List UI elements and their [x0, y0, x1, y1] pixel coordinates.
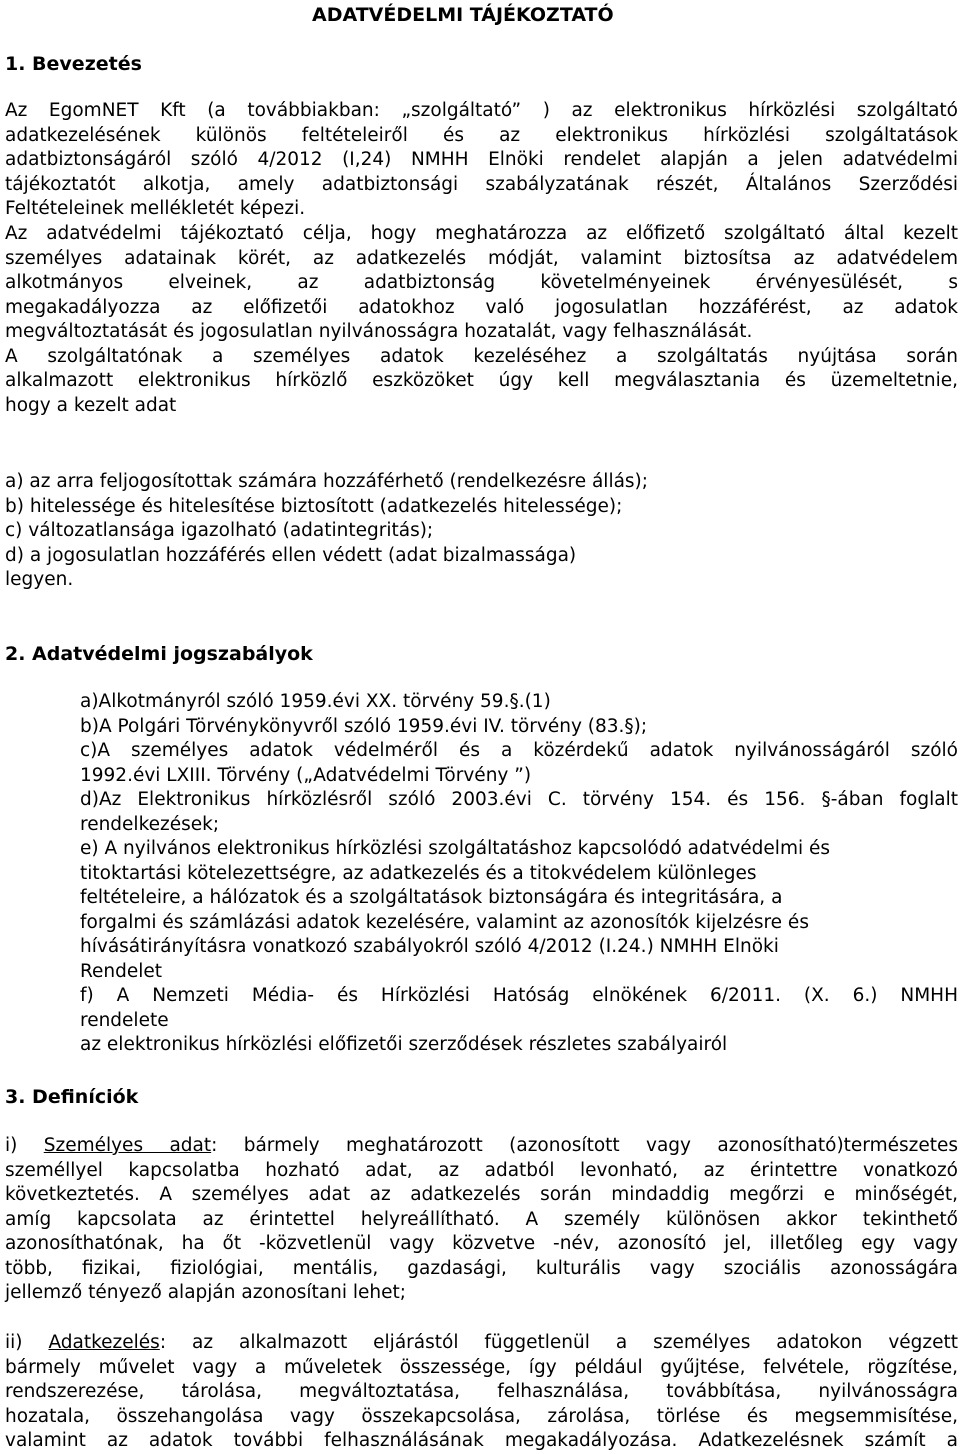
text-line: Feltételeinek mellékletét képezi.: [5, 198, 306, 219]
list-item: b) hitelessége és hitelesítése biztosított (adatkezelés hitelessége);: [5, 495, 623, 517]
list-item: rendelkezések;: [80, 813, 220, 835]
list-item: b)A Polgári Törvénykönyvről szóló 1959.évi IV. törvény (83.§);: [80, 715, 648, 737]
definition-personal-data: [5, 1134, 958, 1306]
text-line: több, fizikai, fiziológiai, mentális, gazdasági, kulturális vagy szociális azonosságára: [5, 1257, 958, 1279]
text-line: adatbiztonságáról szóló 4/2012 (I,24) NMHH Elnöki rendelet alapján a jelen adatvédelmi: [5, 149, 958, 170]
definition-prefix: i): [5, 1135, 44, 1156]
definition-term: Személyes adat: [43, 1135, 212, 1156]
legislation-list: [80, 690, 958, 1058]
text-line: hozatala, összehangolása vagy összekapcsolása, zárolása, törlése és megsemmisítése,: [5, 1405, 958, 1427]
text-line: alkalmazott elektronikus hírközlő eszközöket úgy kell megválasztania és üzemeltetnie,: [5, 370, 958, 391]
text-line: Az EgomNET Kft (a továbbiakban: „szolgáltató” ) az elektronikus hírközlési szolgáltató: [5, 100, 958, 121]
list-item: hívásátirányításra vonatkozó szabályokról szóló 4/2012 (I.24.) NMHH Elnöki: [80, 936, 779, 957]
text-line: alkotmányos elveinek, az adatbiztonság követelményeinek érvényesülését, s: [5, 272, 958, 293]
text-line: jellemző tényező alapján azonosítani lehet;: [5, 1282, 406, 1303]
list-item: az elektronikus hírközlési előfizetői szerződések részletes szabályairól: [80, 1034, 728, 1055]
requirements-list: [5, 470, 958, 593]
definition-data-processing: [5, 1331, 958, 1454]
text-line: azonosíthatónak, ha őt -közvetlenül vagy közvetve -név, azonosító jel, illetőleg egy vagy: [5, 1233, 958, 1254]
list-item: d)Az Elektronikus hírközlésről szóló 2003.évi C. törvény 154. és 156. §-ában foglalt: [80, 789, 958, 810]
definition-prefix: ii): [5, 1332, 49, 1353]
text-line: legyen.: [5, 569, 74, 590]
text-line: rendszerezése, tárolása, megváltoztatása, felhasználása, továbbítása, nyilvánosságra: [5, 1381, 958, 1402]
text-line: adatkezelésének különös feltételeiről és az elektronikus hírközlési szolgáltatások: [5, 124, 958, 146]
text-line: megváltoztatását és jogosulatlan nyilvánosságra hozatalát, vagy felhasználását.: [5, 321, 753, 342]
list-item: c)A személyes adatok védelméről és a közérdekű adatok nyilvánosságáról szóló: [80, 740, 958, 761]
text-line: amíg kapcsolata az érintettel helyreállítható. A személy különösen akkor tekinthető: [5, 1208, 958, 1230]
text-line: tájékoztatót alkotja, amely adatbiztonsági szabályzatának részét, Általános Szerződési: [5, 173, 958, 195]
section-heading-bevezetes: 1. Bevezetés: [5, 53, 142, 75]
list-item: c) változatlansága igazolható (adatintegritás);: [5, 520, 434, 541]
list-item: rendelete: [80, 1009, 169, 1031]
text-line: Az adatvédelmi tájékoztató célja, hogy meghatározza az előfizető szolgáltató által kezelt: [5, 223, 958, 244]
list-item: forgalmi és számlázási adatok kezelésére, valamint az azonosítók kijelzésre és: [80, 911, 809, 933]
list-item: d) a jogosulatlan hozzáférés ellen védett (adat bizalmassága): [5, 544, 577, 566]
section-heading-jogszabalyok: 2. Adatvédelmi jogszabályok: [5, 643, 313, 665]
text-line: megakadályozza az előfizetői adatokhoz való jogosulatlan hozzáférést, az adatok: [5, 296, 958, 318]
section-heading-definiciok: 3. Definíciók: [5, 1086, 139, 1108]
text-line: [5, 1331, 958, 1356]
text-line: A szolgáltatónak a személyes adatok kezeléséhez a szolgáltatás nyújtása során: [5, 345, 958, 367]
list-item: Rendelet: [80, 960, 163, 982]
text-line: személyes adatainak körét, az adatkezelés módját, valamint biztosítsa az adatvédelem: [5, 247, 958, 269]
list-item: a) az arra feljogosítottak számára hozzáférhető (rendelkezésre állás);: [5, 471, 649, 492]
list-item: titoktartási kötelezettségre, az adatkezelés és a titokvédelem különleges: [80, 862, 757, 884]
text-line: valamint az adatok további felhasználásának megakadályozása. Adatkezelésnek számít a: [5, 1430, 958, 1451]
definition-term: Adatkezelés: [48, 1332, 160, 1353]
text-line: bármely művelet vagy a műveletek összessége, így például gyűjtése, felvétele, rögzítése,: [5, 1356, 958, 1378]
text-line: következtetés. A személyes adat az adatkezelés során mindaddig megőrzi e minőségét,: [5, 1184, 958, 1205]
text-line: hogy a kezelt adat: [5, 394, 177, 416]
list-item: f) A Nemzeti Média- és Hírközlési Hatóság elnökének 6/2011. (X. 6.) NMHH: [80, 985, 958, 1006]
text-line: személlyel kapcsolatba hozható adat, az adatból levonható, az érintettre vonatkozó: [5, 1159, 958, 1181]
definition-text: : bármely meghatározott (azonosított vagy azonosítható)természetes: [211, 1135, 958, 1156]
list-item: feltételeire, a hálózatok és a szolgáltatások biztonságára és integritására, a: [80, 887, 783, 908]
definition-text: : az alkalmazott eljárástól függetlenül a személyes adatokon végzett: [159, 1332, 958, 1353]
text-line: [5, 1134, 958, 1159]
list-item: e) A nyilvános elektronikus hírközlési szolgáltatáshoz kapcsolódó adatvédelmi és: [80, 838, 830, 859]
purpose-paragraph: [5, 222, 958, 418]
list-item: 1992.évi LXIII. Törvény („Adatvédelmi Törvény ”): [80, 764, 532, 786]
intro-paragraph: [5, 99, 958, 222]
list-item: a)Alkotmányról szóló 1959.évi XX. törvény 59.§.(1): [80, 691, 551, 712]
document-title: ADATVÉDELMI TÁJÉKOZTATÓ: [312, 4, 614, 26]
